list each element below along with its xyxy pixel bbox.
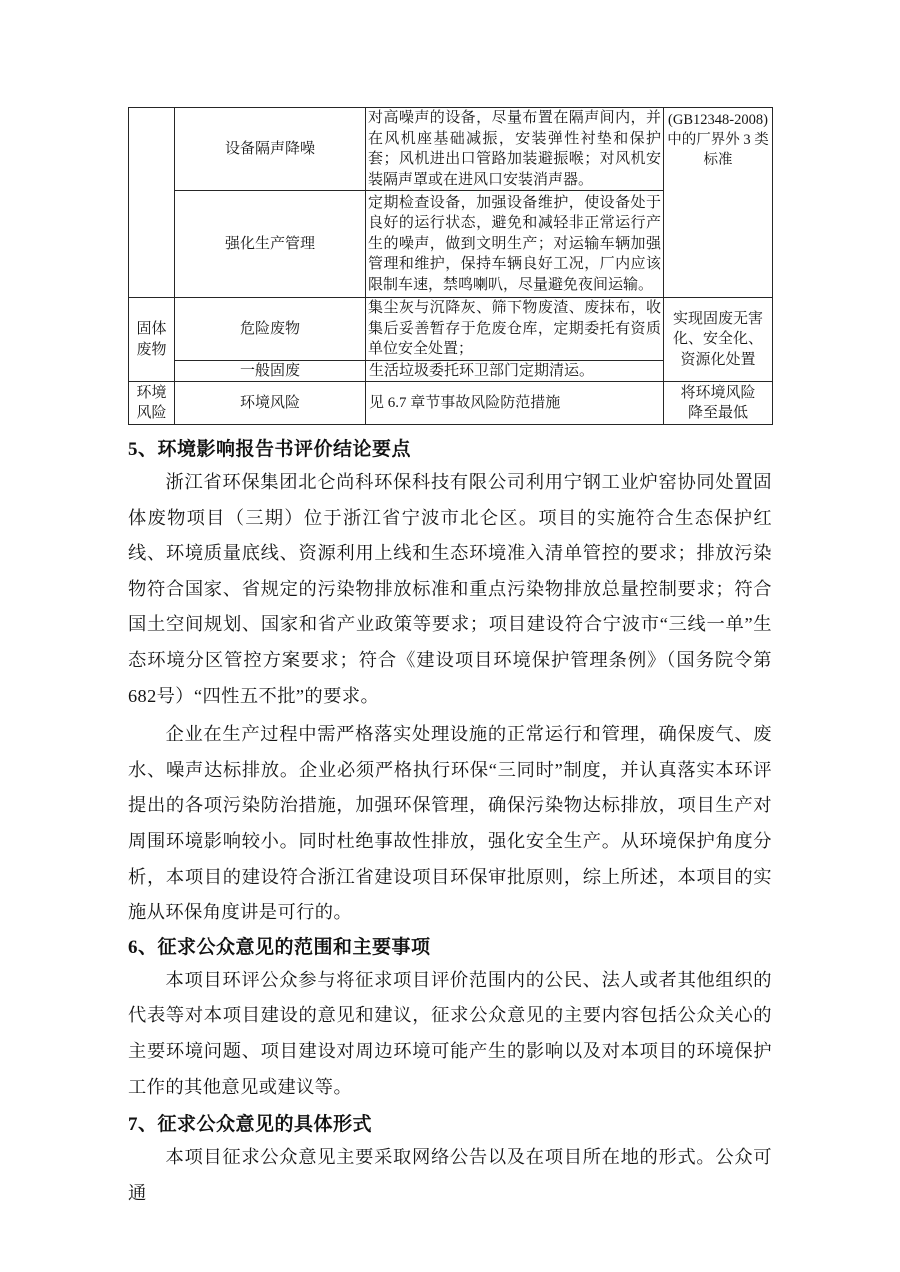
- table-cell-measure: 见 6.7 章节事故风险防范措施: [366, 382, 664, 425]
- table-cell-category-empty: [129, 108, 175, 298]
- mitigation-measures-table: [128, 107, 773, 425]
- section-heading-6: 6、征求公众意见的范围和主要事项: [128, 936, 431, 958]
- table-cell-target: (GB12348-2008)中的厂界外 3 类标准: [664, 108, 773, 298]
- table-row: [129, 298, 773, 361]
- section-heading-7: 7、征求公众意见的具体形式: [128, 1114, 373, 1136]
- table-cell-target: 实现固废无害化、安全化、资源化处置: [664, 298, 773, 382]
- table-cell-subcategory: 强化生产管理: [175, 191, 366, 298]
- paragraph-conclusion-1: 浙江省环保集团北仑尚科环保科技有限公司利用宁钢工业炉窑协同处置固体废物项目（三期）位于浙江省宁波市北仑区。项目的实施符合生态保护红线、环境质量底线、资源利用上线和生态环境准入清单管控的要求；排放污染物符合国家、省规定的污染物排放标准和重点污染物排放总量控制要求；符合国土空间规划、国家和省产业政策等要求；项目建设符合宁波市“三线一单”生态环境分区管控方案要求；符合《建设项目环境保护管理条例》（国务院令第682号）“四性五不批”的要求。: [128, 472, 772, 706]
- table-cell-subcategory: 环境风险: [175, 382, 366, 425]
- table-cell-measure: 集尘灰与沉降灰、筛下物废渣、废抹布，收集后妥善暂存于危废仓库，定期委托有资质单位安全处置；: [366, 298, 664, 361]
- table-row: [129, 108, 773, 191]
- document-content: [128, 107, 772, 1211]
- table-cell-measure: 对高噪声的设备，尽量布置在隔声间内，并在风机座基础减振，安装弹性衬垫和保护套；风机进出口管路加装避振喉；对风机安装隔声罩或在进风口安装消声器。: [366, 108, 664, 191]
- table-cell-subcategory: 设备隔声降噪: [175, 108, 366, 191]
- table-cell-category: 环境风险: [129, 382, 175, 425]
- paragraph-public-scope: 本项目环评公众参与将征求项目评价范围内的公民、法人或者其他组织的代表等对本项目建设的意见和建议，征求公众意见的主要内容包括公众关心的主要环境问题、项目建设对周边环境可能产生的影响以及对本项目的环境保护工作的其他意见或建议等。: [128, 969, 772, 1097]
- table-cell-subcategory: 一般固废: [175, 360, 366, 382]
- paragraph-conclusion-2: 企业在生产过程中需严格落实处理设施的正常运行和管理，确保废气、废水、噪声达标排放。企业必须严格执行环保“三同时”制度，并认真落实本环评提出的各项污染防治措施，加强环保管理，确保污染物达标排放，项目生产对周围环境影响较小。同时杜绝事故性排放，强化安全生产。从环境保护角度分析，本项目的建设符合浙江省建设项目环保审批原则，综上所述，本项目的实施从环保角度讲是可行的。: [128, 724, 772, 923]
- table-cell-subcategory: 危险废物: [175, 298, 366, 361]
- table-cell-category: 固体废物: [129, 298, 175, 382]
- table-cell-measure: 生活垃圾委托环卫部门定期清运。: [366, 360, 664, 382]
- paragraph-public-form: 本项目征求公众意见主要采取网络公告以及在项目所在地的形式。公众可通: [128, 1147, 772, 1203]
- table-row: [129, 382, 773, 425]
- section-heading-5: 5、环境影响报告书评价结论要点: [128, 439, 412, 460]
- table-cell-measure: 定期检查设备，加强设备维护，使设备处于良好的运行状态，避免和减轻非正常运行产生的噪声，做到文明生产；对运输车辆加强管理和维护，保持车辆良好工况，厂内应该限制车速，禁鸣喇叭，尽量避免夜间运输。: [366, 191, 664, 298]
- table-cell-target: 将环境风险降至最低: [664, 382, 773, 425]
